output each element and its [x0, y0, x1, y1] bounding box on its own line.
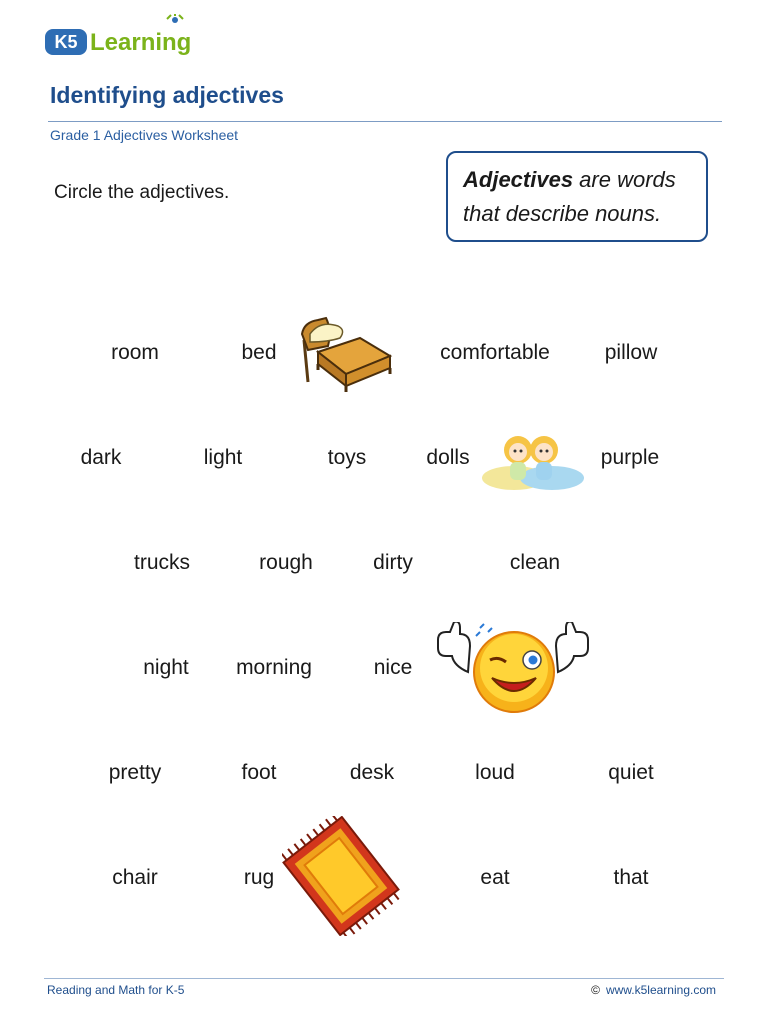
word-item[interactable]: quiet	[608, 761, 654, 784]
word-item[interactable]: morning	[236, 656, 312, 679]
word-item[interactable]: rough	[259, 551, 313, 574]
word-item[interactable]: loud	[475, 761, 515, 784]
word-item[interactable]: foot	[241, 761, 277, 784]
word-item[interactable]: toys	[327, 446, 367, 469]
word-item[interactable]: comfortable	[440, 341, 550, 364]
word-item[interactable]: desk	[349, 761, 395, 784]
footer-divider	[44, 978, 724, 979]
copyright-symbol: ©	[591, 983, 600, 997]
rug-picture	[282, 816, 400, 936]
definition-term: Adjectives	[463, 167, 574, 192]
word-item[interactable]: nice	[373, 656, 413, 679]
word-item[interactable]: chair	[112, 866, 158, 889]
word-item[interactable]: dolls	[426, 446, 470, 469]
winking-smiley-picture	[430, 622, 592, 722]
bed-picture	[298, 312, 394, 394]
svg-text:Learning: Learning	[90, 29, 192, 56]
word-item[interactable]: room	[111, 341, 159, 364]
word-item[interactable]: dirty	[373, 551, 413, 574]
word-item[interactable]: dark	[80, 446, 122, 469]
word-item[interactable]: night	[143, 656, 189, 679]
k5-learning-logo	[44, 14, 210, 60]
page-subtitle: Grade 1 Adjectives Worksheet	[50, 127, 239, 143]
definition-box	[446, 151, 708, 242]
footer-tagline: Reading and Math for K-5	[47, 983, 185, 997]
instruction-text: Circle the adjectives.	[54, 182, 230, 203]
word-item[interactable]: bed	[241, 341, 277, 364]
word-item[interactable]: rug	[243, 866, 275, 889]
dolls-picture	[480, 430, 584, 494]
word-item[interactable]: clean	[509, 551, 561, 574]
svg-text:K5: K5	[54, 32, 78, 52]
definition-line1: are words	[573, 167, 676, 192]
word-item[interactable]: light	[203, 446, 243, 469]
definition-line2: that describe nouns.	[463, 201, 662, 226]
word-item[interactable]: purple	[600, 446, 660, 469]
word-item[interactable]: pillow	[604, 341, 658, 364]
footer-website[interactable]	[591, 983, 716, 997]
word-item[interactable]: trucks	[133, 551, 191, 574]
word-item[interactable]: eat	[480, 866, 510, 889]
word-item[interactable]: pretty	[108, 761, 162, 784]
page-title: Identifying adjectives	[50, 82, 284, 108]
word-item[interactable]: that	[613, 866, 649, 889]
title-divider	[48, 121, 722, 122]
footer-url[interactable]: www.k5learning.com	[605, 983, 716, 997]
